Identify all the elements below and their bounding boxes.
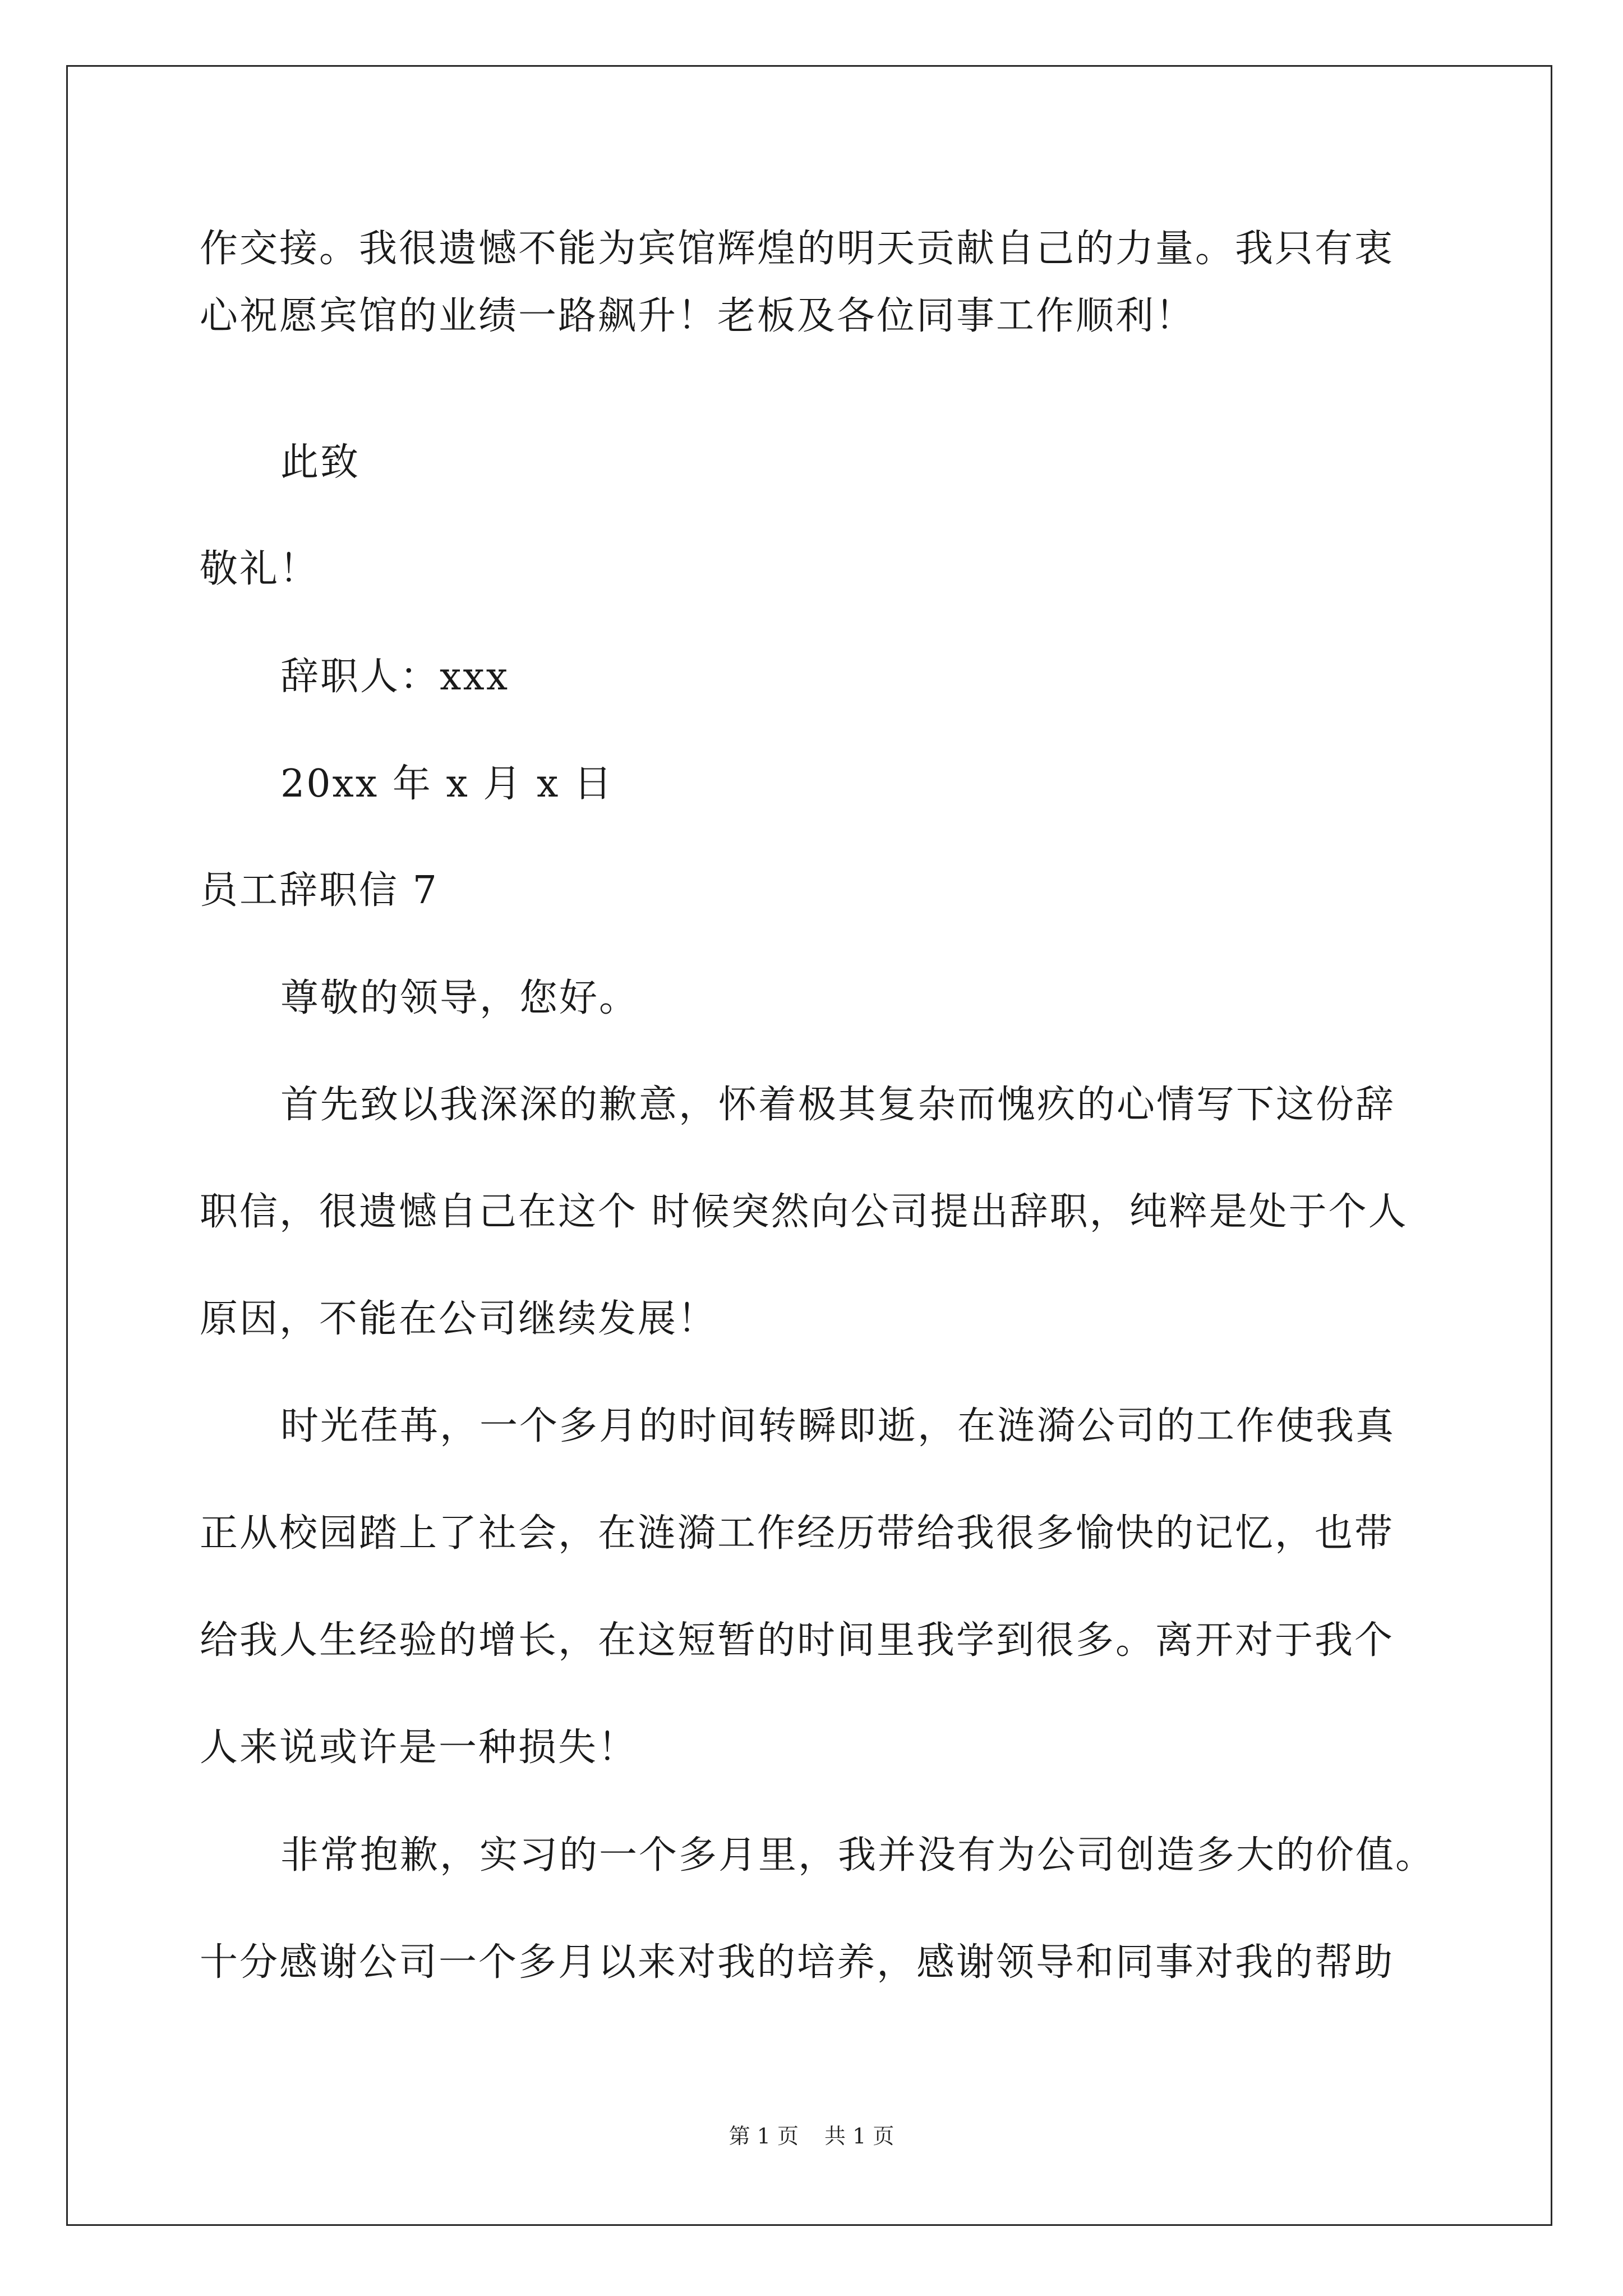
- body-line: 正从校园踏上了社会，在涟漪工作经历带给我很多愉快的记忆，也带: [200, 1511, 1395, 1556]
- body-line: 职信，很遗憾自己在这个 时候突然向公司提出辞职，纯粹是处于个人: [200, 1190, 1408, 1234]
- body-line: 给我人生经验的增长，在这短暂的时间里我学到很多。离开对于我个: [200, 1618, 1395, 1663]
- body-line: 心祝愿宾馆的业绩一路飙升！老板及各位同事工作顺利！: [200, 294, 1196, 338]
- page-number: 第 1 页: [728, 2124, 799, 2148]
- greeting-line: 尊敬的领导，您好。: [280, 976, 639, 1020]
- signature-line: 辞职人：xxx: [280, 655, 510, 699]
- section-heading: 员工辞职信 7: [200, 868, 439, 913]
- closing-regards: 敬礼！: [200, 547, 320, 591]
- page-footer: [0, 2123, 1623, 2149]
- body-line: 十分感谢公司一个多月以来对我的培养，感谢领导和同事对我的帮助: [200, 1940, 1395, 1985]
- body-line: 非常抱歉，实习的一个多月里，我并没有为公司创造多大的价值。: [280, 1833, 1436, 1878]
- page-border: [66, 65, 1552, 2226]
- body-line: 作交接。我很遗憾不能为宾馆辉煌的明天贡献自己的力量。我只有衷: [200, 227, 1395, 271]
- body-line: 原因，不能在公司继续发展！: [200, 1297, 718, 1341]
- closing-salutation: 此致: [280, 440, 361, 485]
- body-line: 首先致以我深深的歉意，怀着极其复杂而愧疚的心情写下这份辞: [280, 1083, 1396, 1127]
- page-total: 共 1 页: [824, 2124, 895, 2148]
- date-line: 20xx 年 x 月 x 日: [280, 762, 614, 806]
- body-line: 人来说或许是一种损失！: [200, 1726, 638, 1770]
- body-line: 时光荏苒，一个多月的时间转瞬即逝，在涟漪公司的工作使我真: [280, 1404, 1396, 1448]
